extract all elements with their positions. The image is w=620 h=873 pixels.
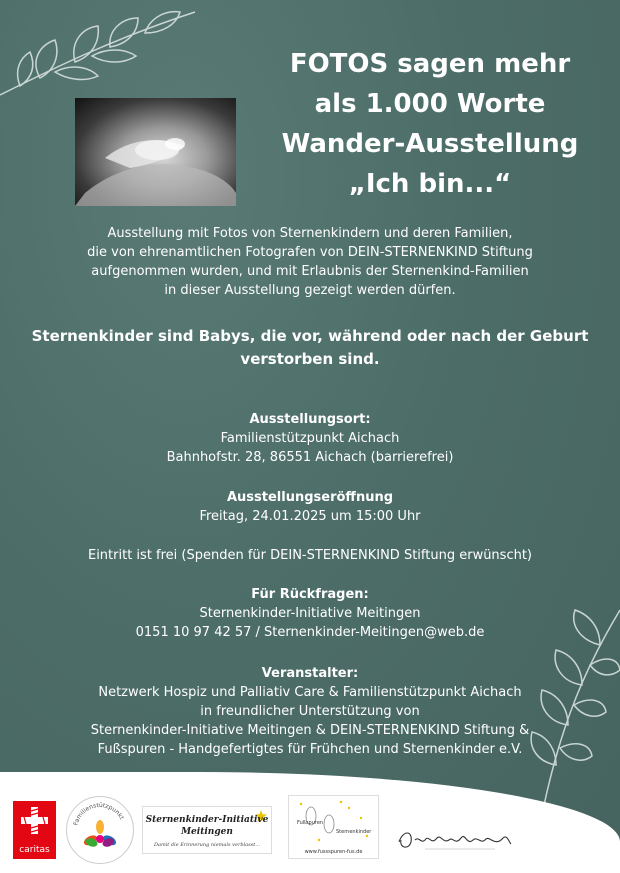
admission-text: Eintritt ist frei (Spenden für DEIN-STERNENKIND Stiftung erwünscht) [87, 548, 533, 563]
poster-title [270, 44, 590, 204]
organizer-heading: Veranstalter: [261, 666, 359, 681]
familienstuetzpunkt-logo [66, 796, 134, 864]
dein-sternenkind-signature-logo [395, 824, 513, 854]
organizer-section [30, 664, 590, 759]
hands-circle-icon [67, 797, 133, 863]
familien-logo-text: Familienstützpunkt [72, 801, 126, 827]
intro-line: aufgenommen wurden, und mit Erlaubnis der Sternenkind-Familien [91, 264, 529, 279]
caritas-logo [13, 801, 56, 859]
organizer-line: in freundlicher Unterstützung von [200, 704, 420, 719]
intro-line: die von ehrenamtlichen Fotografen von DEIN-STERNENKIND Stiftung [87, 245, 533, 260]
location-line: Familienstützpunkt Aichach [220, 431, 400, 446]
title-line: FOTOS sagen mehr [289, 49, 571, 79]
opening-line: Freitag, 24.01.2025 um 15:00 Uhr [199, 509, 421, 524]
caritas-cross-icon [21, 807, 48, 834]
sternenkinder-initiative-logo [142, 806, 272, 854]
intro-line: Ausstellung mit Fotos von Sternenkindern und deren Familien, [107, 226, 513, 241]
location-section [30, 410, 590, 467]
admission-section [30, 546, 590, 565]
contact-section [30, 585, 590, 642]
signature-icon [395, 824, 513, 854]
fussspuren-logo [288, 795, 379, 859]
sk-initiative-place: Meitingen [181, 827, 233, 837]
location-line: Bahnhofstr. 28, 86551 Aichach (barrierefrei) [166, 450, 454, 465]
fussspuren-url: www.fussspuren-fus.de [304, 849, 363, 855]
fussspuren-name: Fußspuren [297, 820, 324, 826]
intro-text [40, 224, 580, 300]
title-line: Wander-Ausstellung [281, 129, 579, 159]
title-line: als 1.000 Worte [314, 89, 546, 119]
location-heading: Ausstellungsort: [249, 412, 371, 427]
organizer-line: Sternenkinder-Initiative Meitingen & DEIN-STERNENKIND Stiftung & [90, 723, 530, 738]
caritas-label: caritas [19, 845, 50, 855]
leaf-branch-top-left [0, 0, 200, 110]
hands-baby-feet-photo [75, 98, 236, 206]
organizer-line: Fußspuren - Handgefertigtes für Frühchen und Sternenkinder e.V. [97, 742, 523, 757]
opening-section [30, 488, 590, 526]
sk-initiative-name: Sternenkinder-Initiative [145, 815, 269, 825]
contact-line: Sternenkinder-Initiative Meitingen [199, 606, 421, 621]
fussspuren-sub: Sternenkinder [336, 829, 372, 835]
sternenkinder-definition: Sternenkinder sind Babys, die vor, während oder nach der Geburt verstorben sind. [31, 327, 589, 368]
sk-initiative-slogan: Damit die Erinnerung niemals verblasst... [153, 842, 261, 848]
organizer-line: Netzwerk Hospiz und Palliativ Care & Familienstützpunkt Aichach [98, 685, 522, 700]
contact-heading: Für Rückfragen: [251, 587, 369, 602]
opening-heading: Ausstellungseröffnung [226, 490, 394, 505]
contact-line: 0151 10 97 42 57 / Sternenkinder-Meitingen@web.de [135, 625, 485, 640]
intro-line: in dieser Ausstellung gezeigt werden dürfen. [164, 283, 456, 298]
title-line: „Ich bin...“ [348, 169, 512, 199]
